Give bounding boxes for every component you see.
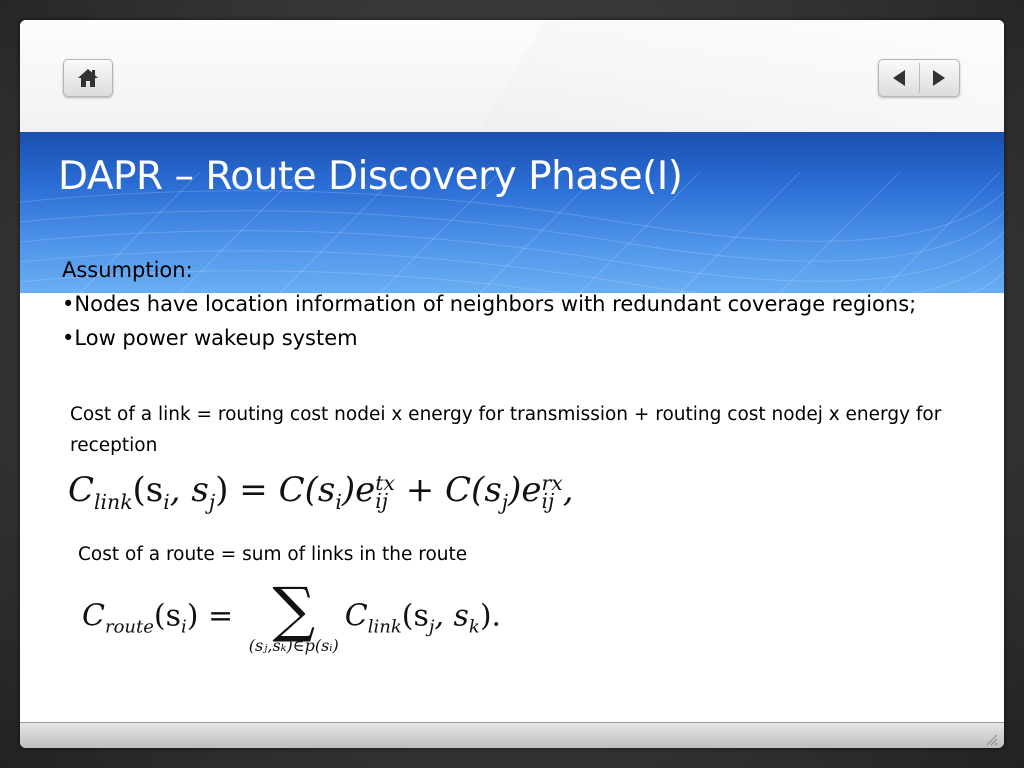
cost-of-link-text: Cost of a link = routing cost nodei x energy for transmission + routing cost nodej x energy for reception — [70, 404, 942, 456]
summation: ∑ (sⱼ,sₖ)∈p(sᵢ) — [248, 575, 339, 655]
home-icon — [77, 68, 99, 88]
previous-slide-button[interactable] — [879, 60, 919, 96]
arrow-left-icon — [891, 69, 907, 87]
arrow-right-icon — [931, 69, 947, 87]
route-cost-formula: $C_{route}(s_i)$ = ∑ (sⱼ,sₖ)∈p(sᵢ) $C_{link}(s_j$, $s_k$). — [82, 575, 502, 655]
slide-body — [62, 253, 962, 355]
navigation-arrows — [878, 59, 960, 97]
bullet-item: •Low power wakeup system — [62, 326, 358, 350]
assumption-heading: Assumption: — [62, 258, 193, 282]
next-slide-button[interactable] — [919, 60, 959, 96]
cost-of-route-text: Cost of a route = sum of links in the route — [78, 544, 468, 565]
home-button[interactable] — [63, 59, 113, 97]
top-toolbar — [20, 20, 1004, 132]
slide — [20, 20, 1004, 748]
resize-grip-icon[interactable] — [984, 732, 998, 746]
link-cost-formula: $C_{link}(s_i$, $s_j) = C(s_i)e$ tx ij + $C(s_j)e$ rx ij , — [68, 470, 574, 514]
bottom-status-bar — [20, 722, 1004, 748]
bullet-item: •Nodes have location information of neighbors with redundant coverage regions; — [62, 292, 917, 316]
slide-title: DAPR – Route Discovery Phase(I) — [58, 154, 683, 199]
